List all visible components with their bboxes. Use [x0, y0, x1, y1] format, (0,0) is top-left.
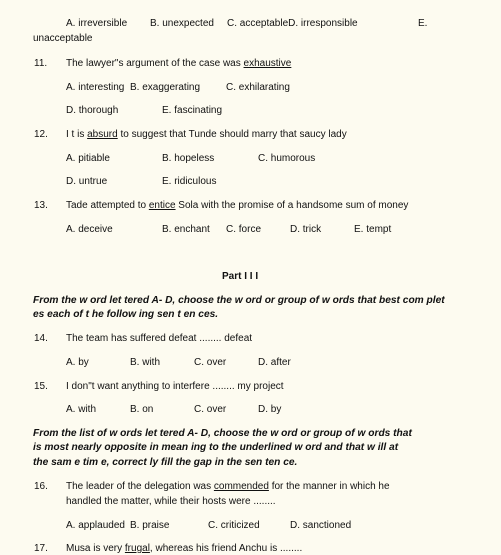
option-a[interactable]: A. pitiable [66, 153, 110, 164]
question-text [66, 58, 291, 70]
option-d[interactable]: D. thorough [66, 105, 119, 116]
option-a[interactable]: A. applauded [66, 520, 125, 531]
option-c[interactable]: C. humorous [258, 153, 316, 164]
option-b[interactable]: B. praise [130, 520, 170, 531]
question-text-pre: Tade attempted to [66, 200, 149, 211]
question-text-post: for the manner in which he [268, 481, 390, 492]
option-a[interactable]: A. deceive [66, 224, 113, 235]
option-b[interactable]: B. on [130, 404, 154, 415]
option-b[interactable]: B. exaggerating [130, 82, 201, 93]
option-c[interactable]: C. over [194, 404, 227, 415]
option-c[interactable]: C. exhilarating [226, 82, 290, 93]
option-b[interactable]: B. hopeless [162, 153, 215, 164]
question-text-post: to suggest that Tunde should marry that saucy lady [117, 129, 347, 140]
option-b[interactable]: B. with [130, 357, 161, 368]
option-a[interactable]: A. with [66, 404, 97, 415]
question-number: 15. [34, 381, 48, 392]
instructions-line: is most nearly opposite in mean ing to the underlined w ord and that w ill at [33, 442, 399, 453]
question-number: 16. [34, 481, 48, 492]
underlined-word: exhaustive [243, 58, 292, 69]
question-number: 13. [34, 200, 48, 211]
question-text-post: , whereas his friend Anchu is ........ [149, 543, 303, 554]
option-e[interactable]: E. ridiculous [162, 176, 217, 187]
option-c-d[interactable]: C. acceptableD. irresponsible [227, 18, 358, 29]
question-text-pre: Musa is very [66, 543, 125, 554]
option-d[interactable]: D. untrue [66, 176, 108, 187]
option-d[interactable]: D. sanctioned [290, 520, 352, 531]
option-e[interactable]: E. tempt [354, 224, 392, 235]
option-c[interactable]: C. force [226, 224, 262, 235]
option-b[interactable]: B. unexpected [150, 18, 214, 29]
option-d[interactable]: D. trick [290, 224, 322, 235]
question-text-pre: I t is [66, 129, 88, 140]
question-number: 14. [34, 333, 48, 344]
underlined-word: entice [148, 200, 176, 211]
question-text [66, 481, 390, 493]
instructions-line: From the list of w ords let tered A- D, choose the w ord or group of w ords that [33, 428, 412, 439]
option-c[interactable]: C. criticized [208, 520, 260, 531]
section-heading: Part I I I [222, 271, 259, 282]
question-text-post: Sola with the promise of a handsome sum of money [175, 200, 409, 211]
option-a[interactable]: A. irreversible [66, 18, 128, 29]
underlined-word: absurd [87, 129, 118, 140]
question-text [66, 129, 347, 141]
option-c[interactable]: C. over [194, 357, 227, 368]
question-text-pre: The leader of the delegation was [66, 481, 214, 492]
instructions-line: From the w ord let tered A- D, choose the w ord or group of w ords that best com plet [33, 295, 445, 306]
question-text [66, 200, 408, 212]
question-text-pre: The lawyer"s argument of the case was [66, 58, 244, 69]
question-text-line2: handled the matter, while their hosts were ........ [66, 496, 276, 507]
question-text: I don"t want anything to interfere ........ my project [66, 381, 284, 392]
question-text [66, 543, 302, 555]
instructions-line: the sam e tim e, correct ly fill the gap in the sen ten ce. [33, 457, 298, 468]
option-e[interactable]: E. fascinating [162, 105, 223, 116]
question-number: 11. [34, 58, 48, 69]
question-number: 17. [34, 543, 48, 554]
question-text: The team has suffered defeat ........ defeat [66, 333, 253, 344]
question-number: 12. [34, 129, 48, 140]
underlined-word: commended [213, 481, 269, 492]
option-d[interactable]: D. by [258, 404, 282, 415]
option-a[interactable]: A. interesting [66, 82, 125, 93]
option-e[interactable]: E. [418, 18, 428, 29]
option-a[interactable]: A. by [66, 357, 89, 368]
option-e-text: unacceptable [33, 33, 93, 44]
option-d[interactable]: D. after [258, 357, 291, 368]
instructions-line: es each of t he follow ing sen t en ces. [33, 309, 219, 320]
option-b[interactable]: B. enchant [162, 224, 210, 235]
underlined-word: frugal [124, 543, 150, 554]
